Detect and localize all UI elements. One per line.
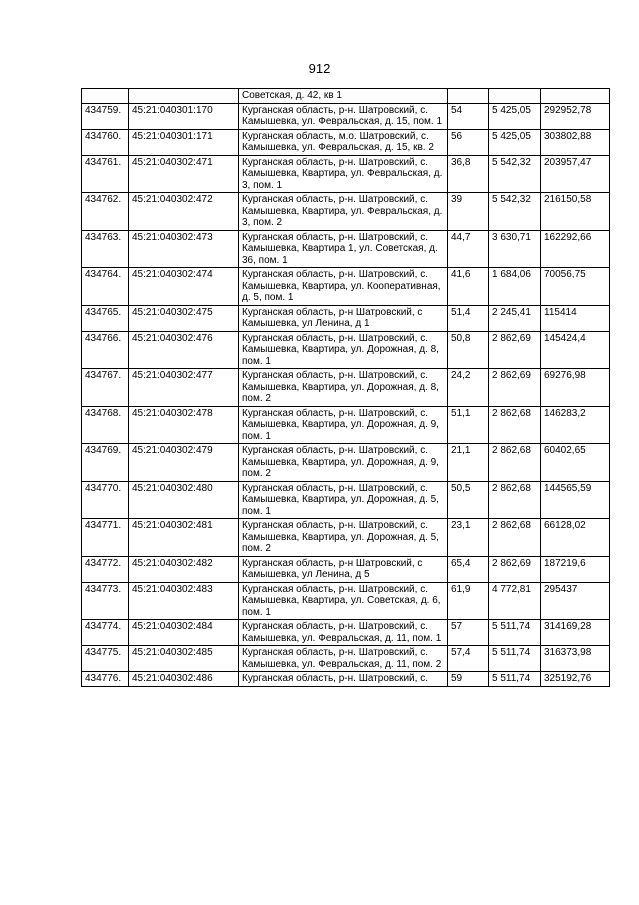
cell-cadastral-value: 314169,28 <box>541 620 610 646</box>
cell-number: 434763. <box>82 230 129 268</box>
cell-area: 23,1 <box>448 519 489 557</box>
cell-area: 59 <box>448 672 489 687</box>
cell-cadastral-number: 45:21:040302:484 <box>129 620 239 646</box>
cell-area: 61,9 <box>448 582 489 620</box>
cell-cadastral-value: 316373,98 <box>541 646 610 672</box>
cell-address: Курганская область, р-н. Шатровский, с. Камышевка, Квартира 1, ул. Советская, д. 36, пом. 1 <box>239 230 448 268</box>
cell-cadastral-value: 145424,4 <box>541 331 610 369</box>
cell-address: Курганская область, м.о. Шатровский, с. Камышевка, ул. Февральская, д. 15, кв. 2 <box>239 129 448 155</box>
cell-cadastral-value: 187219,6 <box>541 556 610 582</box>
cell-cadastral-value: 292952,78 <box>541 103 610 129</box>
cell-address: Курганская область, р-н. Шатровский, с. Камышевка, Квартира, ул. Февральская, д. 3, пом. 1 <box>239 155 448 193</box>
cell-unit-price <box>489 89 541 104</box>
table-row <box>82 129 610 155</box>
cell-address: Курганская область, р-н. Шатровский, с. Камышевка, Квартира, ул. Дорожная, д. 8, пом. 1 <box>239 331 448 369</box>
table-row <box>82 230 610 268</box>
table-row <box>82 481 610 519</box>
table-row <box>82 155 610 193</box>
cell-unit-price: 5 511,74 <box>489 646 541 672</box>
cell-cadastral-number: 45:21:040302:472 <box>129 193 239 231</box>
cell-address: Курганская область, р-н. Шатровский, с. Камышевка, ул. Февральская, д. 15, пом. 1 <box>239 103 448 129</box>
cell-number: 434771. <box>82 519 129 557</box>
cell-unit-price: 2 862,69 <box>489 369 541 407</box>
cell-cadastral-number: 45:21:040302:478 <box>129 406 239 444</box>
cell-area: 24,2 <box>448 369 489 407</box>
cell-number: 434767. <box>82 369 129 407</box>
cell-unit-price: 5 542,32 <box>489 155 541 193</box>
cell-cadastral-number: 45:21:040302:477 <box>129 369 239 407</box>
table-row <box>82 582 610 620</box>
cell-unit-price: 2 862,69 <box>489 331 541 369</box>
cell-area: 57 <box>448 620 489 646</box>
cell-cadastral-number: 45:21:040302:480 <box>129 481 239 519</box>
cell-unit-price: 5 425,05 <box>489 103 541 129</box>
cell-area: 41,6 <box>448 268 489 306</box>
cell-number: 434764. <box>82 268 129 306</box>
cell-number: 434773. <box>82 582 129 620</box>
cell-address: Курганская область, р-н. Шатровский, с. Камышевка, Квартира, ул. Дорожная, д. 9, пом. 2 <box>239 444 448 482</box>
cell-number: 434762. <box>82 193 129 231</box>
cell-unit-price: 3 630,71 <box>489 230 541 268</box>
cell-number <box>82 89 129 104</box>
cell-unit-price: 2 245,41 <box>489 305 541 331</box>
cell-cadastral-value: 115414 <box>541 305 610 331</box>
table-row-continuation <box>82 89 610 104</box>
cell-address: Советская, д. 42, кв 1 <box>239 89 448 104</box>
cell-unit-price: 1 684,06 <box>489 268 541 306</box>
table-row <box>82 556 610 582</box>
table-row <box>82 193 610 231</box>
table-row <box>82 406 610 444</box>
cell-address: Курганская область, р-н. Шатровский, с. Камышевка, Квартира, ул. Дорожная, д. 9, пом. 1 <box>239 406 448 444</box>
table-row <box>82 268 610 306</box>
cell-area <box>448 89 489 104</box>
cell-number: 434766. <box>82 331 129 369</box>
cell-address: Курганская область, р-н. Шатровский, с. Камышевка, ул. Февральская, д. 11, пом. 1 <box>239 620 448 646</box>
cell-cadastral-number: 45:21:040302:471 <box>129 155 239 193</box>
cell-cadastral-number: 45:21:040302:474 <box>129 268 239 306</box>
cell-unit-price: 5 511,74 <box>489 620 541 646</box>
cell-cadastral-number: 45:21:040302:475 <box>129 305 239 331</box>
table-row <box>82 646 610 672</box>
cell-address: Курганская область, р-н. Шатровский, с. Камышевка, Квартира, ул. Дорожная, д. 5, пом. 2 <box>239 519 448 557</box>
table-row <box>82 305 610 331</box>
cell-unit-price: 2 862,68 <box>489 406 541 444</box>
cell-unit-price: 5 511,74 <box>489 672 541 687</box>
cell-unit-price: 2 862,68 <box>489 481 541 519</box>
cell-number: 434776. <box>82 672 129 687</box>
table-row <box>82 103 610 129</box>
cell-cadastral-number: 45:21:040301:170 <box>129 103 239 129</box>
cell-number: 434775. <box>82 646 129 672</box>
table-row <box>82 519 610 557</box>
cell-cadastral-value: 69276,98 <box>541 369 610 407</box>
cell-address: Курганская область, р-н. Шатровский, с. Камышевка, Квартира, ул. Февральская, д. 3, пом. 2 <box>239 193 448 231</box>
cell-cadastral-number: 45:21:040302:485 <box>129 646 239 672</box>
cell-cadastral-number: 45:21:040301:171 <box>129 129 239 155</box>
cell-cadastral-value: 70056,75 <box>541 268 610 306</box>
cell-unit-price: 5 542,32 <box>489 193 541 231</box>
page-number: 912 <box>308 61 331 76</box>
cell-area: 36,8 <box>448 155 489 193</box>
cell-area: 57,4 <box>448 646 489 672</box>
cell-number: 434774. <box>82 620 129 646</box>
cell-number: 434770. <box>82 481 129 519</box>
cell-cadastral-number: 45:21:040302:482 <box>129 556 239 582</box>
cell-area: 65,4 <box>448 556 489 582</box>
cell-number: 434768. <box>82 406 129 444</box>
cell-number: 434769. <box>82 444 129 482</box>
cell-cadastral-value: 146283,2 <box>541 406 610 444</box>
cell-address: Курганская область, р-н. Шатровский, с. Камышевка, Квартира, ул. Дорожная, д. 8, пом. 2 <box>239 369 448 407</box>
cell-address: Курганская область, р-н Шатровский, с Камышевка, ул Ленина, д 1 <box>239 305 448 331</box>
table-row <box>82 672 610 687</box>
cell-cadastral-number: 45:21:040302:473 <box>129 230 239 268</box>
cell-area: 54 <box>448 103 489 129</box>
cell-cadastral-value: 66128,02 <box>541 519 610 557</box>
cell-cadastral-value: 162292,66 <box>541 230 610 268</box>
cell-number: 434759. <box>82 103 129 129</box>
cell-cadastral-number: 45:21:040302:486 <box>129 672 239 687</box>
cell-unit-price: 5 425,05 <box>489 129 541 155</box>
cell-cadastral-value: 60402,65 <box>541 444 610 482</box>
cell-cadastral-number: 45:21:040302:476 <box>129 331 239 369</box>
cell-cadastral-number: 45:21:040302:481 <box>129 519 239 557</box>
cell-unit-price: 2 862,69 <box>489 556 541 582</box>
cell-cadastral-value: 203957,47 <box>541 155 610 193</box>
table-row <box>82 369 610 407</box>
registry-table-body <box>82 89 610 687</box>
cell-unit-price: 2 862,68 <box>489 444 541 482</box>
cell-number: 434765. <box>82 305 129 331</box>
cell-area: 51,1 <box>448 406 489 444</box>
table-row <box>82 620 610 646</box>
cell-address: Курганская область, р-н Шатровский, с Камышевка, ул Ленина, д 5 <box>239 556 448 582</box>
cell-number: 434760. <box>82 129 129 155</box>
cell-address: Курганская область, р-н. Шатровский, с. Камышевка, Квартира, ул. Дорожная, д. 5, пом. 1 <box>239 481 448 519</box>
cell-number: 434772. <box>82 556 129 582</box>
cell-address: Курганская область, р-н. Шатровский, с. Камышевка, ул. Февральская, д. 11, пом. 2 <box>239 646 448 672</box>
cell-unit-price: 4 772,81 <box>489 582 541 620</box>
table-row <box>82 331 610 369</box>
cell-cadastral-number <box>129 89 239 104</box>
cell-address: Курганская область, р-н. Шатровский, с. Камышевка, Квартира, ул. Кооперативная, д. 5, пом. 1 <box>239 268 448 306</box>
cell-cadastral-number: 45:21:040302:483 <box>129 582 239 620</box>
cell-address: Курганская область, р-н. Шатровский, с. Камышевка, Квартира, ул. Советская, д. 6, пом. 1 <box>239 582 448 620</box>
cell-cadastral-value: 144565,59 <box>541 481 610 519</box>
cell-cadastral-value: 216150,58 <box>541 193 610 231</box>
cell-area: 21,1 <box>448 444 489 482</box>
cell-area: 51,4 <box>448 305 489 331</box>
registry-table <box>81 88 610 687</box>
cell-cadastral-value: 295437 <box>541 582 610 620</box>
cell-address: Курганская область, р-н. Шатровский, с. <box>239 672 448 687</box>
cell-area: 44,7 <box>448 230 489 268</box>
cell-cadastral-value <box>541 89 610 104</box>
cell-area: 50,5 <box>448 481 489 519</box>
cell-cadastral-value: 303802,88 <box>541 129 610 155</box>
cell-area: 56 <box>448 129 489 155</box>
cell-area: 39 <box>448 193 489 231</box>
table-row <box>82 444 610 482</box>
cell-unit-price: 2 862,68 <box>489 519 541 557</box>
cell-area: 50,8 <box>448 331 489 369</box>
cell-cadastral-number: 45:21:040302:479 <box>129 444 239 482</box>
cell-number: 434761. <box>82 155 129 193</box>
cell-cadastral-value: 325192,76 <box>541 672 610 687</box>
